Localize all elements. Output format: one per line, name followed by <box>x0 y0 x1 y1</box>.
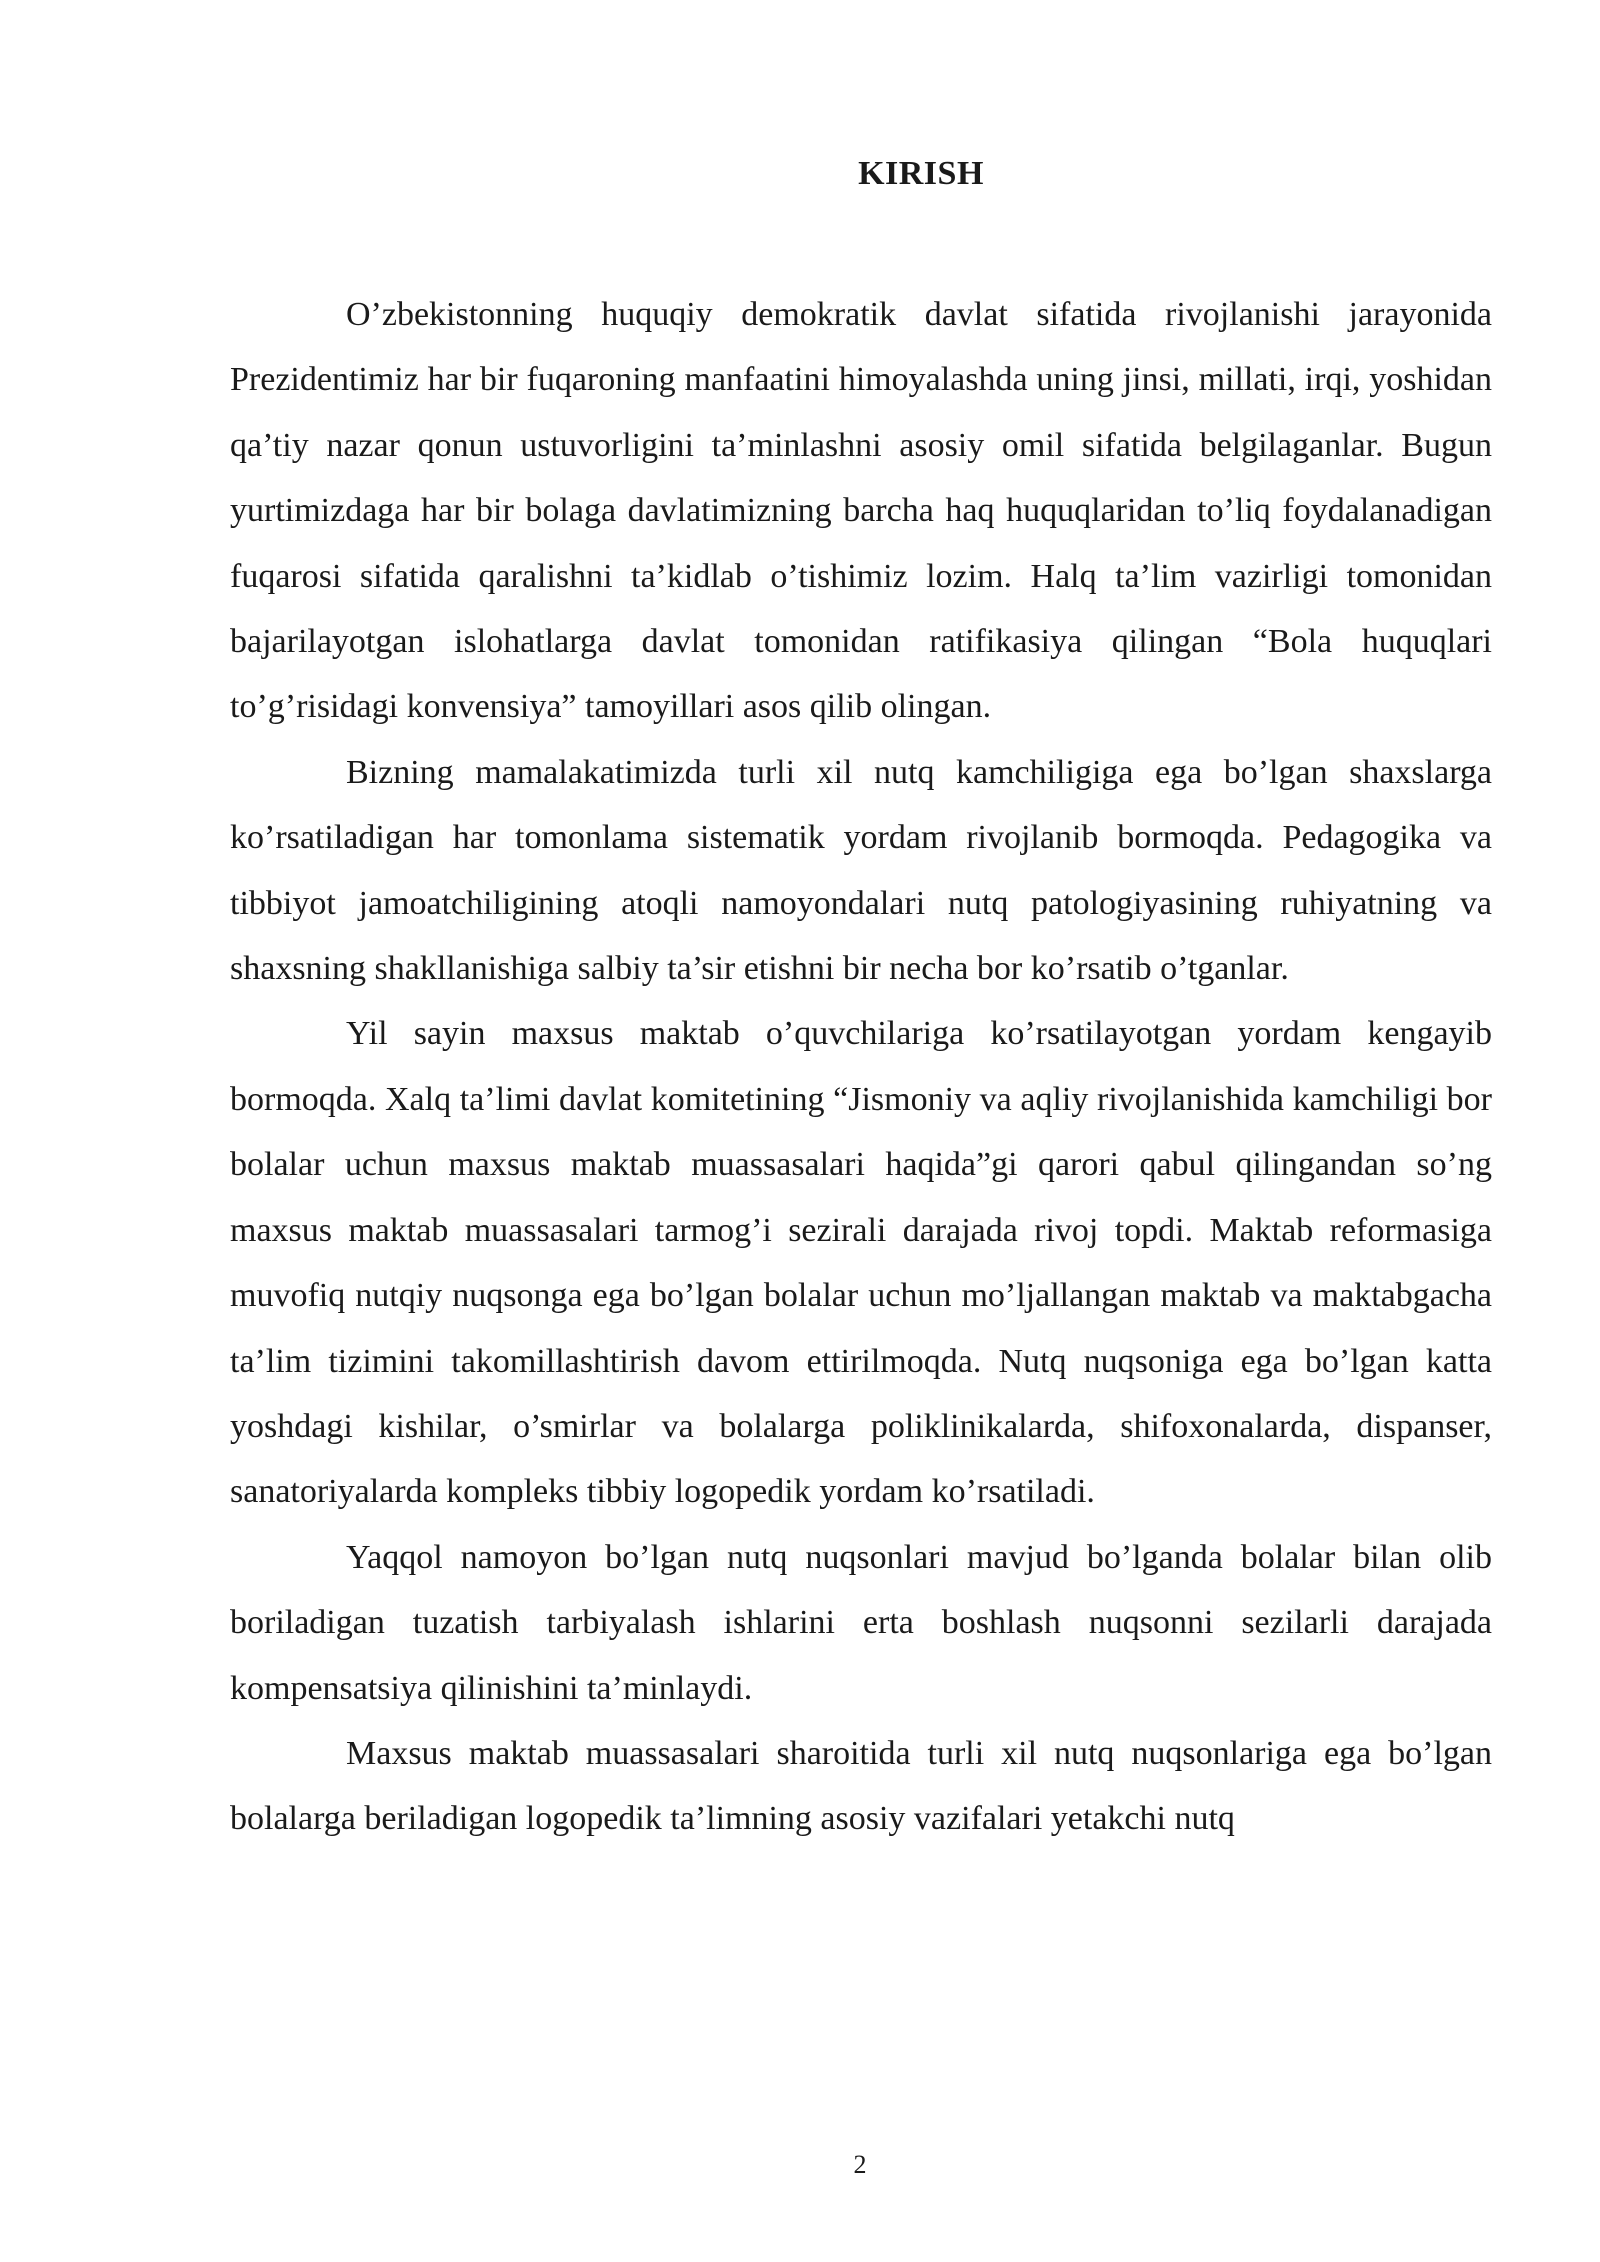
paragraph-2: Bizning mamalakatimizda turli xil nutq kamchiligiga ega bo’lgan shaxslarga ko’rsatiladigan har tomonlama sistematik yordam rivojlanib bormoqda. Pedagogika va tibbiyot jamoatchiligining atoqli namoyondalari nutq patologiyasining ruhiyatning va shaxsning shakllanishiga salbiy ta’sir etishni bir necha bor ko’rsatib o’tganlar. <box>230 753 1492 988</box>
page-number: 2 <box>853 2150 867 2179</box>
paragraph-5: Maxsus maktab muassasalari sharoitida turli xil nutq nuqsonlariga ega bo’lgan bolalarga beriladigan logopedik ta’limning asosiy vazifalari yetakchi nutq <box>230 1734 1492 1838</box>
body-text <box>230 282 1492 1852</box>
paragraph-4: Yaqqol namoyon bo’lgan nutq nuqsonlari mavjud bo’lganda bolalar bilan olib boriladigan tuzatish tarbiyalash ishlarini erta boshlash nuqsonni sezilarli darajada kompensatsiya qilinishini ta’minlaydi. <box>230 1538 1492 1707</box>
paragraph-1: O’zbekistonning huquqiy demokratik davlat sifatida rivojlanishi jarayonida Prezidentimiz har bir fuqaroning manfaatini himoyalashda uning jinsi, millati, irqi, yoshidan qa’tiy nazar qonun ustuvorligini ta’minlashni asosiy omil sifatida belgilaganlar. Bugun yurtimizdaga har bir bolaga davlatimizning barcha haq huquqlaridan to’liq foydalanadigan fuqarosi sifatida qaralishni ta’kidlab o’tishimiz lozim. Halq ta’lim vazirligi tomonidan bajarilayotgan islohatlarga davlat tomonidan ratifikasiya qilingan “Bola huquqlari to’g’risidagi konvensiya” tamoyillari asos qilib olingan. <box>230 296 1492 726</box>
page-title: KIRISH <box>858 155 984 192</box>
paragraph-3: Yil sayin maxsus maktab o’quvchilariga ko’rsatilayotgan yordam kengayib bormoqda. Xalq ta’limi davlat komitetining “Jismoniy va aqliy rivojlanishida kamchiligi bor bolalar uchun maxsus maktab muassasalari haqida”gi qarori qabul qilingandan so’ng maxsus maktab muassasalari tarmog’i sezirali darajada rivoj topdi. Maktab reformasiga muvofiq nutqiy nuqsonga ega bo’lgan bolalar uchun mo’ljallangan maktab va maktabgacha ta’lim tizimini takomillashtirish davom ettirilmoqda. Nutq nuqsoniga ega bo’lgan katta yoshdagi kishilar, o’smirlar va bolalarga poliklinikalarda, shifoxonalarda, dispanser, sanatoriyalarda kompleks tibbiy logopedik yordam ko’rsatiladi. <box>230 1015 1492 1511</box>
